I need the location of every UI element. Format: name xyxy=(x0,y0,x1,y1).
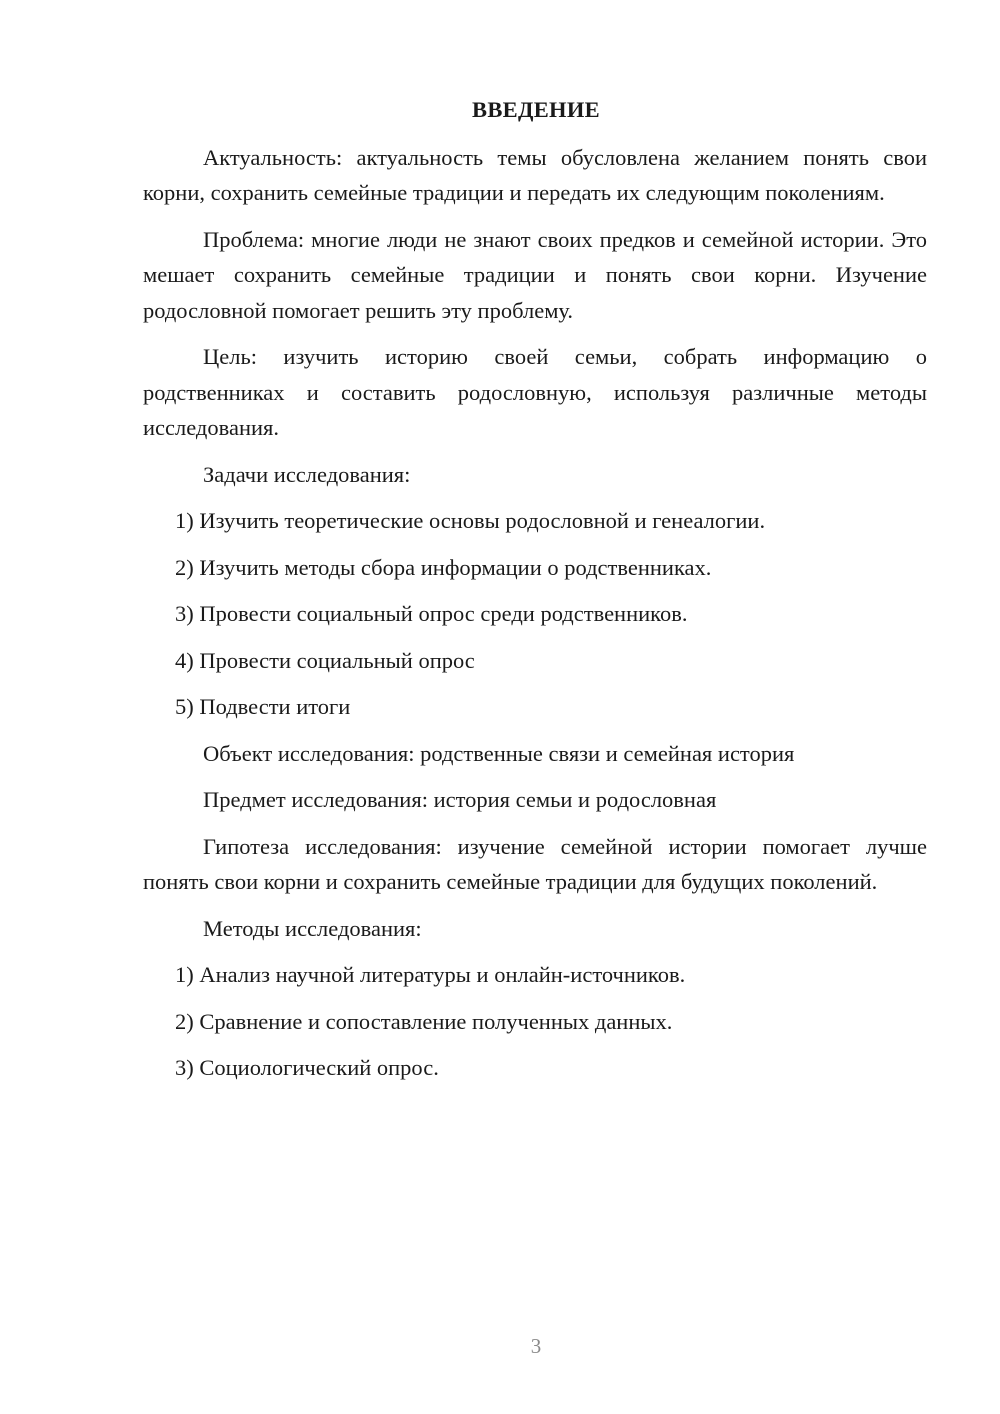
task-item: 3) Провести социальный опрос среди родственников. xyxy=(175,601,688,626)
page-title: ВВЕДЕНИЕ xyxy=(472,97,600,122)
tasks-title: Задачи исследования: xyxy=(203,461,411,487)
task-item: 1) Изучить теоретические основы родословной и генеалогии. xyxy=(175,508,766,533)
subject-line: Предмет исследования: история семьи и родословная xyxy=(203,787,717,812)
goal-paragraph: Цель: изучить историю своей семьи, собрать информацию о родственниках и составить родословную, используя различные методы исследования. xyxy=(143,344,927,440)
task-item: 5) Подвести итоги xyxy=(175,694,351,719)
method-item: 3) Социологический опрос. xyxy=(175,1055,439,1080)
relevance-paragraph: Актуальность: актуальность темы обусловлена желанием понять свои корни, сохранить семейные традиции и передать их следующим поколениям. xyxy=(143,144,927,205)
method-item: 1) Анализ научной литературы и онлайн-источников. xyxy=(175,962,686,987)
hypothesis-paragraph: Гипотеза исследования: изучение семейной истории помогает лучше понять свои корни и сохранить семейные традиции для будущих поколений. xyxy=(143,833,927,894)
problem-paragraph: Проблема: многие люди не знают своих предков и семейной истории. Это мешает сохранить семейные традиции и понять свои корни. Изучение родословной помогает решить эту проблему. xyxy=(143,226,927,323)
task-item: 2) Изучить методы сбора информации о родственниках. xyxy=(175,554,712,580)
object-line: Объект исследования: родственные связи и семейная история xyxy=(203,740,795,766)
page-content xyxy=(143,92,927,1086)
page-number: 3 xyxy=(530,1334,542,1358)
methods-title: Методы исследования: xyxy=(203,915,422,941)
method-item: 2) Сравнение и сопоставление полученных данных. xyxy=(175,1008,673,1034)
task-item: 4) Провести социальный опрос xyxy=(175,647,475,673)
